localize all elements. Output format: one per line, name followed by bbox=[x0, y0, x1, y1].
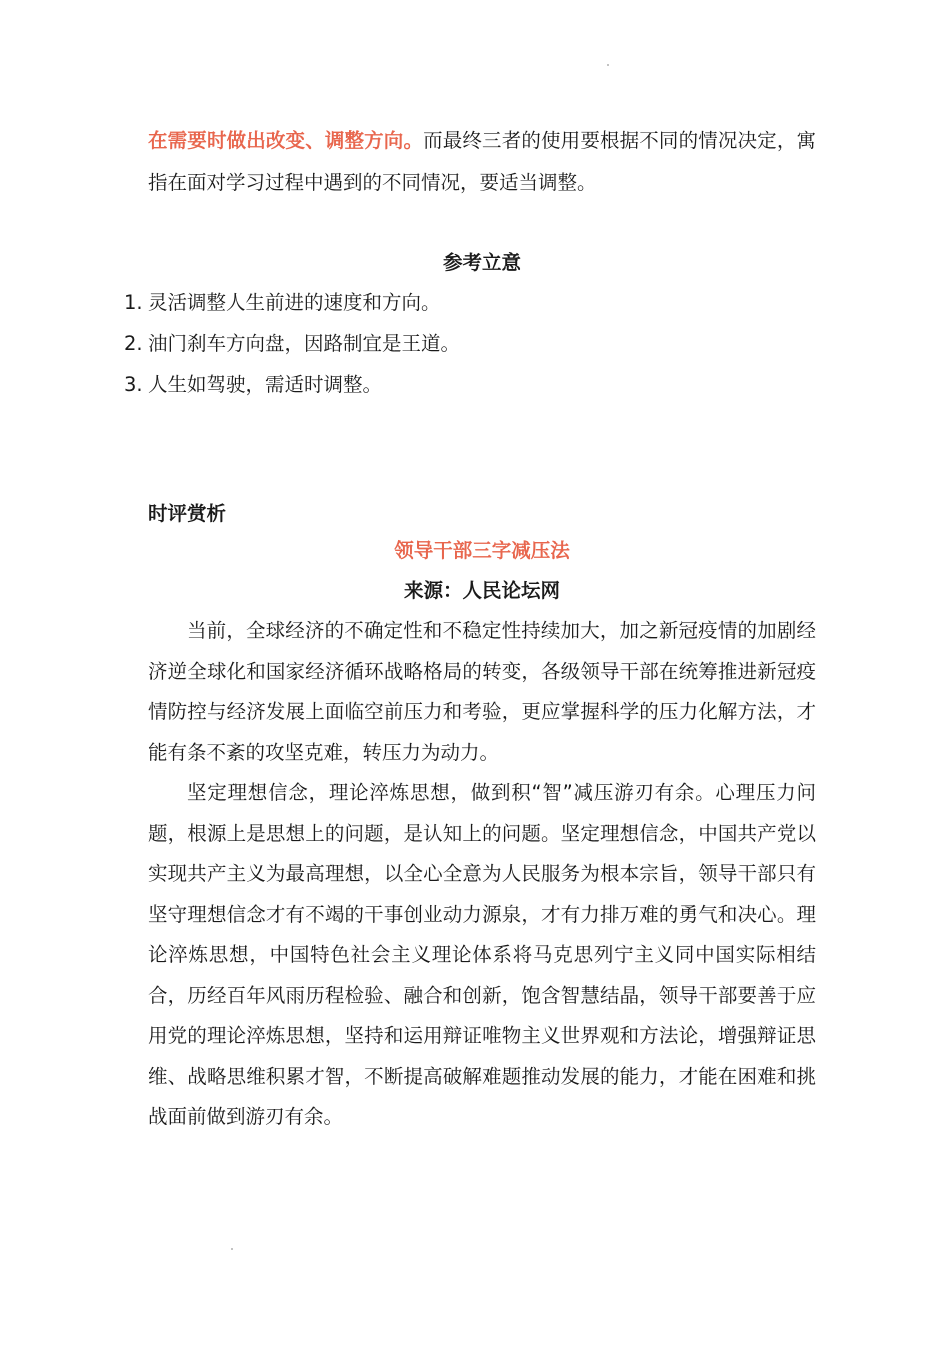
reference-heading: 参考立意 bbox=[442, 251, 521, 274]
page-speck-bottom bbox=[231, 1248, 233, 1250]
reference-item-number: 3. bbox=[124, 373, 143, 396]
reference-item-text: 油门刹车方向盘，因路制宜是王道。 bbox=[148, 332, 461, 355]
reference-item-number: 2. bbox=[124, 332, 143, 355]
page-speck-top bbox=[607, 64, 609, 66]
reference-item-text: 人生如驾驶，需适时调整。 bbox=[148, 373, 383, 396]
article-title: 领导干部三字减压法 bbox=[394, 539, 570, 562]
reference-item bbox=[124, 364, 816, 405]
article-paragraph-1: 当前，全球经济的不确定性和不稳定性持续加大，加之新冠疫情的加剧经济逆全球化和国家经济循环战略格局的转变，各级领导干部在统筹推进新冠疫情防控与经济发展上面临空前压力和考验，更应掌握科学的压力化解方法，才能有条不紊的攻坚克难，转压力为动力。 bbox=[148, 619, 816, 764]
reference-item bbox=[124, 282, 816, 323]
intro-paragraph bbox=[148, 120, 816, 204]
reference-item bbox=[124, 323, 816, 364]
document-page bbox=[124, 120, 816, 1138]
reference-item-number: 1. bbox=[124, 291, 143, 314]
reference-item-text: 灵活调整人生前进的速度和方向。 bbox=[148, 291, 441, 314]
article-paragraph-2: 坚定理想信念，理论淬炼思想，做到积“智”减压游刃有余。心理压力问题，根源上是思想上的问题，是认知上的问题。坚定理想信念，中国共产党以实现共产主义为最高理想，以全心全意为人民服务为根本宗旨，领导干部只有坚守理想信念才有不竭的干事创业动力源泉，才有力排万难的勇气和决心。理论淬炼思想，中国特色社会主义理论体系将马克思列宁主义同中国实际相结合，历经百年风雨历程检验、融合和创新，饱含智慧结晶，领导干部要善于应用党的理论淬炼思想，坚持和运用辩证唯物主义世界观和方法论，增强辩证思维、战略思维积累才智，不断提高破解难题推动发展的能力，才能在困难和挑战面前做到游刃有余。 bbox=[148, 781, 816, 1128]
intro-accent-text: 在需要时做出改变、调整方向。 bbox=[148, 129, 424, 152]
article-source: 来源：人民论坛网 bbox=[403, 579, 560, 602]
reference-list bbox=[124, 282, 816, 405]
review-section-label: 时评赏析 bbox=[148, 502, 227, 525]
intro-body-text: 而最终三者的使用要根据不同的情况决定，寓指在面对学习过程中遇到的不同情况，要适当调整。 bbox=[148, 129, 816, 194]
